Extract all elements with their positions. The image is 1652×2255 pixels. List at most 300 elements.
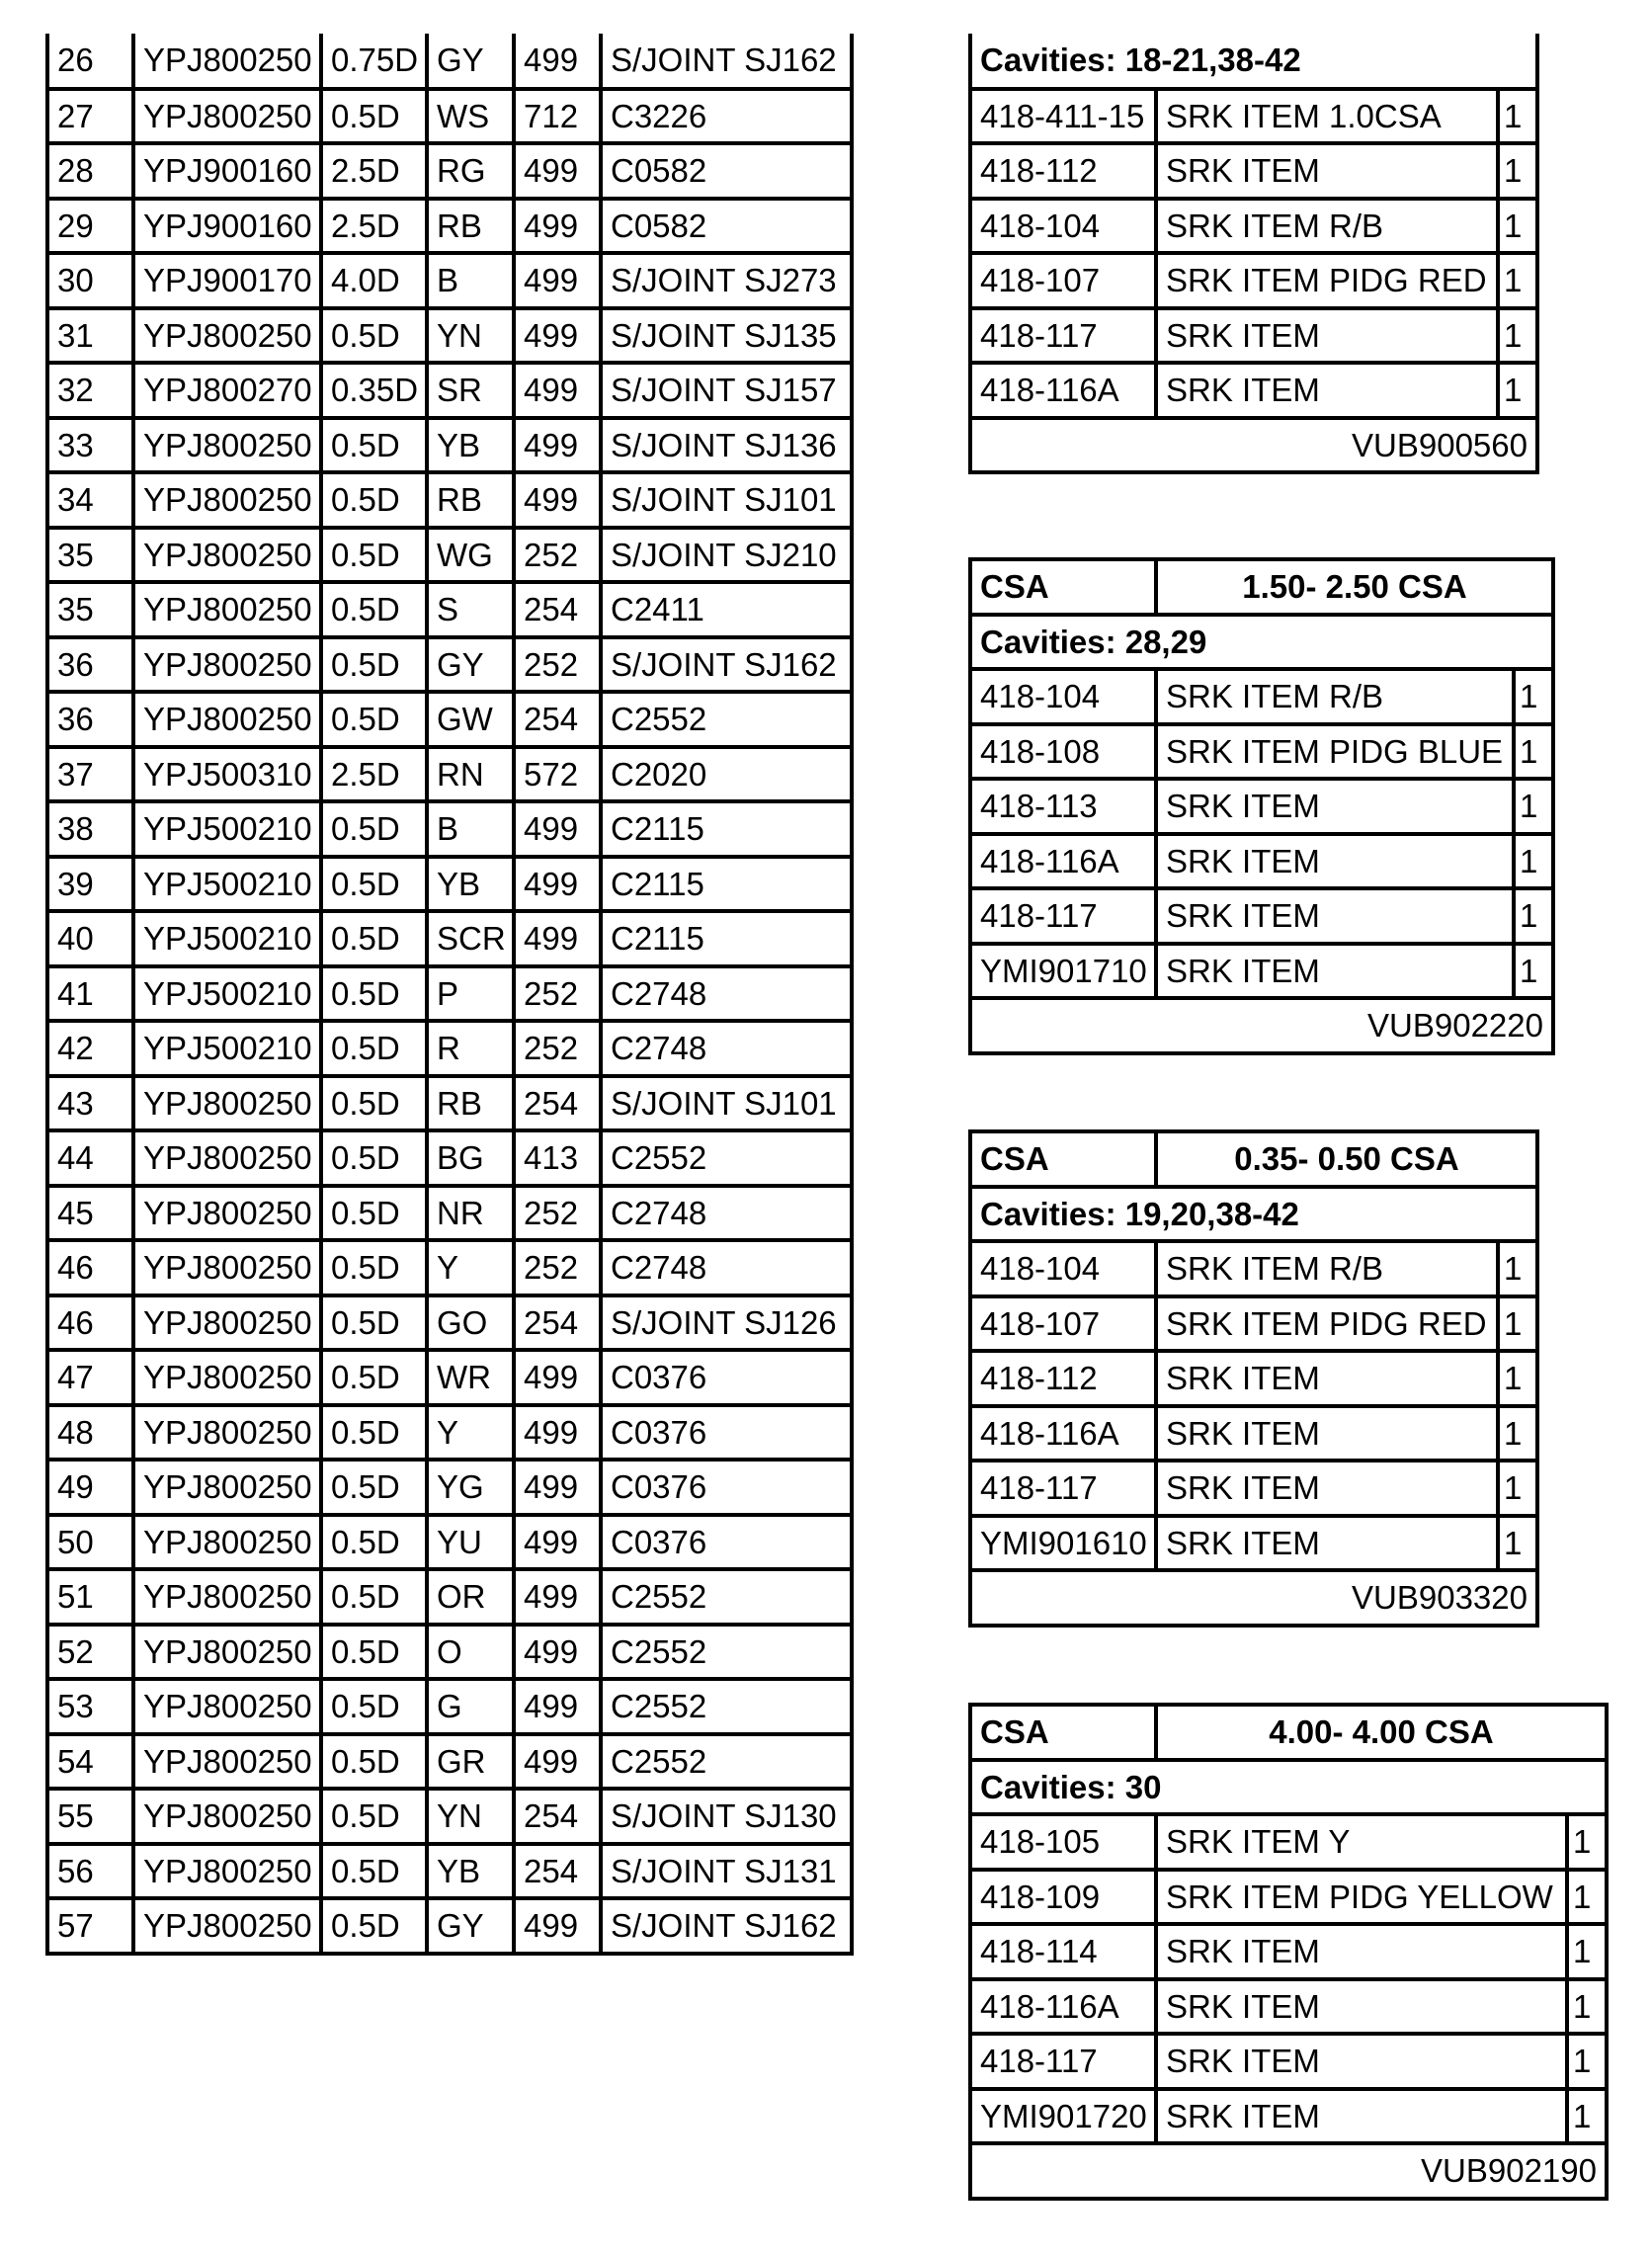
item-quantity: 1 bbox=[1567, 1924, 1607, 1979]
wire-part-number-cell: YPJ500210 bbox=[133, 966, 321, 1022]
circuit-no-cell: 50 bbox=[47, 1515, 133, 1570]
table-row bbox=[47, 89, 852, 144]
wire-size-cell: 0.5D bbox=[321, 1515, 427, 1570]
wire-part-number-cell: YPJ800250 bbox=[133, 1130, 321, 1186]
item-quantity: 1 bbox=[1567, 2089, 1607, 2144]
item-part-number: 418-117 bbox=[970, 1461, 1156, 1516]
wire-part-number-cell: YPJ800250 bbox=[133, 1460, 321, 1515]
termination-cell: C0376 bbox=[601, 1350, 852, 1405]
kit-item-row bbox=[970, 1241, 1537, 1296]
item-description: SRK ITEM PIDG YELLOW bbox=[1156, 1870, 1567, 1925]
wire-part-number-cell: YPJ800270 bbox=[133, 363, 321, 418]
wire-length-cell: 499 bbox=[514, 199, 601, 254]
circuit-no-cell: 51 bbox=[47, 1569, 133, 1625]
wire-part-number-cell: YPJ800250 bbox=[133, 1844, 321, 1899]
termination-cell: C0376 bbox=[601, 1515, 852, 1570]
termination-cell: C2748 bbox=[601, 1240, 852, 1295]
wire-part-number-cell: YPJ800250 bbox=[133, 89, 321, 144]
wire-length-cell: 499 bbox=[514, 34, 601, 89]
wire-colour-cell: P bbox=[427, 966, 514, 1022]
wire-colour-cell: Y bbox=[427, 1240, 514, 1295]
circuit-no-cell: 47 bbox=[47, 1350, 133, 1405]
circuit-no-cell: 26 bbox=[47, 34, 133, 89]
table-row bbox=[47, 582, 852, 637]
item-quantity: 1 bbox=[1514, 779, 1553, 834]
wire-length-cell: 499 bbox=[514, 1734, 601, 1790]
item-description: SRK ITEM bbox=[1156, 2089, 1567, 2144]
table-row bbox=[47, 528, 852, 583]
item-part-number: 418-117 bbox=[970, 888, 1156, 944]
kit-item-row bbox=[970, 1461, 1537, 1516]
wire-length-cell: 499 bbox=[514, 1350, 601, 1405]
wire-part-number-cell: YPJ800250 bbox=[133, 418, 321, 473]
item-description: SRK ITEM PIDG BLUE bbox=[1156, 724, 1514, 780]
wire-colour-cell: WR bbox=[427, 1350, 514, 1405]
item-description: SRK ITEM bbox=[1156, 888, 1514, 944]
wire-length-cell: 572 bbox=[514, 747, 601, 802]
circuit-no-cell: 46 bbox=[47, 1240, 133, 1295]
kit-code-row bbox=[970, 418, 1537, 473]
table-row bbox=[47, 34, 852, 89]
termination-cell: C0582 bbox=[601, 143, 852, 199]
wire-size-cell: 0.5D bbox=[321, 1350, 427, 1405]
kit-header-row bbox=[970, 1131, 1537, 1187]
wire-size-cell: 2.5D bbox=[321, 199, 427, 254]
wire-size-cell: 0.5D bbox=[321, 857, 427, 912]
item-part-number: 418-116A bbox=[970, 834, 1156, 889]
termination-cell: C2748 bbox=[601, 1021, 852, 1076]
wire-part-number-cell: YPJ500210 bbox=[133, 801, 321, 857]
item-part-number: 418-112 bbox=[970, 143, 1156, 199]
kit-item-row bbox=[970, 724, 1553, 780]
wire-part-number-cell: YPJ800250 bbox=[133, 637, 321, 693]
circuit-no-cell: 45 bbox=[47, 1186, 133, 1241]
kit-code: VUB900560 bbox=[970, 418, 1537, 473]
kit-code-row bbox=[970, 2143, 1607, 2199]
item-description: SRK ITEM Y bbox=[1156, 1814, 1567, 1870]
wire-part-number-cell: YPJ800250 bbox=[133, 1679, 321, 1734]
termination-cell: C2552 bbox=[601, 1569, 852, 1625]
wire-length-cell: 252 bbox=[514, 1186, 601, 1241]
item-description: SRK ITEM bbox=[1156, 1351, 1498, 1406]
wire-length-cell: 499 bbox=[514, 418, 601, 473]
wire-size-cell: 0.5D bbox=[321, 418, 427, 473]
table-row bbox=[47, 1515, 852, 1570]
kit-table-1 bbox=[968, 34, 1539, 474]
table-row bbox=[47, 637, 852, 693]
circuit-no-cell: 36 bbox=[47, 692, 133, 747]
item-description: SRK ITEM R/B bbox=[1156, 199, 1498, 254]
circuit-no-cell: 28 bbox=[47, 143, 133, 199]
wire-length-cell: 499 bbox=[514, 363, 601, 418]
item-quantity: 1 bbox=[1498, 199, 1537, 254]
item-quantity: 1 bbox=[1498, 1406, 1537, 1462]
wire-part-number-cell: YPJ800250 bbox=[133, 1569, 321, 1625]
wire-part-number-cell: YPJ800250 bbox=[133, 1186, 321, 1241]
termination-cell: S/JOINT SJ273 bbox=[601, 253, 852, 308]
item-description: SRK ITEM PIDG RED bbox=[1156, 1296, 1498, 1352]
wire-length-cell: 499 bbox=[514, 143, 601, 199]
item-part-number: 418-116A bbox=[970, 363, 1156, 418]
wire-colour-cell: YB bbox=[427, 418, 514, 473]
wire-colour-cell: YB bbox=[427, 857, 514, 912]
wire-size-cell: 0.5D bbox=[321, 308, 427, 364]
item-description: SRK ITEM bbox=[1156, 363, 1498, 418]
table-row bbox=[47, 308, 852, 364]
item-quantity: 1 bbox=[1498, 253, 1537, 308]
item-part-number: 418-108 bbox=[970, 724, 1156, 780]
termination-cell: S/JOINT SJ131 bbox=[601, 1844, 852, 1899]
wire-part-number-cell: YPJ800250 bbox=[133, 1515, 321, 1570]
circuit-no-cell: 55 bbox=[47, 1789, 133, 1844]
kit-item-row bbox=[970, 944, 1553, 999]
circuit-no-cell: 35 bbox=[47, 582, 133, 637]
kit-item-row bbox=[970, 1296, 1537, 1352]
wire-colour-cell: YU bbox=[427, 1515, 514, 1570]
item-description: SRK ITEM bbox=[1156, 1924, 1567, 1979]
wire-part-number-cell: YPJ900160 bbox=[133, 143, 321, 199]
wire-part-number-cell: YPJ500310 bbox=[133, 747, 321, 802]
wire-length-cell: 499 bbox=[514, 857, 601, 912]
termination-cell: S/JOINT SJ101 bbox=[601, 1076, 852, 1131]
termination-cell: C2115 bbox=[601, 801, 852, 857]
circuit-no-cell: 54 bbox=[47, 1734, 133, 1790]
wire-size-cell: 0.5D bbox=[321, 966, 427, 1022]
wire-part-number-cell: YPJ800250 bbox=[133, 472, 321, 528]
wire-part-number-cell: YPJ500210 bbox=[133, 857, 321, 912]
kit-cavities-row bbox=[970, 615, 1553, 670]
table-row bbox=[47, 1460, 852, 1515]
wire-size-cell: 0.5D bbox=[321, 1679, 427, 1734]
wire-length-cell: 499 bbox=[514, 1679, 601, 1734]
kit-header-row bbox=[970, 559, 1553, 615]
wire-part-number-cell: YPJ900160 bbox=[133, 199, 321, 254]
wire-size-cell: 0.5D bbox=[321, 1734, 427, 1790]
item-description: SRK ITEM bbox=[1156, 944, 1514, 999]
item-part-number: YMI901710 bbox=[970, 944, 1156, 999]
item-part-number: 418-411-15 bbox=[970, 89, 1156, 144]
circuit-no-cell: 53 bbox=[47, 1679, 133, 1734]
circuit-no-cell: 41 bbox=[47, 966, 133, 1022]
wire-colour-cell: RN bbox=[427, 747, 514, 802]
wire-size-cell: 0.35D bbox=[321, 363, 427, 418]
wire-length-cell: 252 bbox=[514, 1240, 601, 1295]
wire-part-number-cell: YPJ800250 bbox=[133, 1734, 321, 1790]
table-row bbox=[47, 1898, 852, 1954]
circuit-no-cell: 38 bbox=[47, 801, 133, 857]
table-row bbox=[47, 1130, 852, 1186]
wire-list-body bbox=[47, 34, 852, 1954]
termination-cell: C0582 bbox=[601, 199, 852, 254]
wire-size-cell: 2.5D bbox=[321, 143, 427, 199]
kit-item-row bbox=[970, 199, 1537, 254]
item-part-number: 418-116A bbox=[970, 1406, 1156, 1462]
wire-size-cell: 0.5D bbox=[321, 801, 427, 857]
kit-table-4 bbox=[968, 1703, 1609, 2201]
kit-item-row bbox=[970, 1406, 1537, 1462]
termination-cell: C2020 bbox=[601, 747, 852, 802]
item-description: SRK ITEM bbox=[1156, 779, 1514, 834]
item-description: SRK ITEM bbox=[1156, 308, 1498, 364]
circuit-no-cell: 27 bbox=[47, 89, 133, 144]
wire-size-cell: 0.5D bbox=[321, 692, 427, 747]
table-row bbox=[47, 199, 852, 254]
table-row bbox=[47, 692, 852, 747]
wire-length-cell: 254 bbox=[514, 1844, 601, 1899]
termination-cell: S/JOINT SJ162 bbox=[601, 637, 852, 693]
wire-length-cell: 254 bbox=[514, 1076, 601, 1131]
table-row bbox=[47, 966, 852, 1022]
wire-length-cell: 499 bbox=[514, 1460, 601, 1515]
table-row bbox=[47, 1405, 852, 1461]
item-quantity: 1 bbox=[1498, 1461, 1537, 1516]
table-row bbox=[47, 1021, 852, 1076]
wire-length-cell: 254 bbox=[514, 1295, 601, 1351]
circuit-no-cell: 32 bbox=[47, 363, 133, 418]
kit-item-row bbox=[970, 2034, 1607, 2089]
wire-length-cell: 499 bbox=[514, 253, 601, 308]
wire-size-cell: 0.5D bbox=[321, 472, 427, 528]
circuit-no-cell: 43 bbox=[47, 1076, 133, 1131]
circuit-no-cell: 56 bbox=[47, 1844, 133, 1899]
wire-part-number-cell: YPJ800250 bbox=[133, 528, 321, 583]
cavities-label: Cavities: 18-21,38-42 bbox=[970, 34, 1537, 89]
item-description: SRK ITEM bbox=[1156, 2034, 1567, 2089]
termination-cell: S/JOINT SJ157 bbox=[601, 363, 852, 418]
item-part-number: 418-112 bbox=[970, 1351, 1156, 1406]
table-row bbox=[47, 418, 852, 473]
wire-colour-cell: R bbox=[427, 1021, 514, 1076]
wire-colour-cell: BG bbox=[427, 1130, 514, 1186]
wire-size-cell: 0.5D bbox=[321, 89, 427, 144]
wire-colour-cell: GO bbox=[427, 1295, 514, 1351]
wire-part-number-cell: YPJ800250 bbox=[133, 692, 321, 747]
circuit-no-cell: 46 bbox=[47, 1295, 133, 1351]
wire-part-number-cell: YPJ800250 bbox=[133, 1350, 321, 1405]
item-quantity: 1 bbox=[1498, 1351, 1537, 1406]
wire-colour-cell: GY bbox=[427, 34, 514, 89]
circuit-no-cell: 49 bbox=[47, 1460, 133, 1515]
wire-part-number-cell: YPJ800250 bbox=[133, 1295, 321, 1351]
wire-colour-cell: WG bbox=[427, 528, 514, 583]
kit-code: VUB902220 bbox=[970, 998, 1553, 1053]
circuit-no-cell: 57 bbox=[47, 1898, 133, 1954]
item-quantity: 1 bbox=[1514, 888, 1553, 944]
wire-colour-cell: SCR bbox=[427, 911, 514, 966]
csa-label: CSA bbox=[970, 559, 1156, 615]
wire-size-cell: 0.5D bbox=[321, 637, 427, 693]
item-description: SRK ITEM PIDG RED bbox=[1156, 253, 1498, 308]
item-quantity: 1 bbox=[1567, 1979, 1607, 2035]
termination-cell: C2115 bbox=[601, 857, 852, 912]
wire-size-cell: 0.5D bbox=[321, 528, 427, 583]
wire-colour-cell: GY bbox=[427, 637, 514, 693]
item-description: SRK ITEM R/B bbox=[1156, 669, 1514, 724]
wire-length-cell: 499 bbox=[514, 472, 601, 528]
kit-item-row bbox=[970, 253, 1537, 308]
item-quantity: 1 bbox=[1514, 944, 1553, 999]
kit-cavities-row bbox=[970, 1760, 1607, 1815]
wire-size-cell: 0.75D bbox=[321, 34, 427, 89]
item-quantity: 1 bbox=[1514, 669, 1553, 724]
wire-length-cell: 499 bbox=[514, 1569, 601, 1625]
table-row bbox=[47, 253, 852, 308]
circuit-no-cell: 52 bbox=[47, 1625, 133, 1680]
termination-cell: S/JOINT SJ210 bbox=[601, 528, 852, 583]
kit-item-row bbox=[970, 1870, 1607, 1925]
table-row bbox=[47, 1734, 852, 1790]
termination-cell: C2748 bbox=[601, 966, 852, 1022]
circuit-no-cell: 39 bbox=[47, 857, 133, 912]
item-quantity: 1 bbox=[1498, 1241, 1537, 1296]
table-row bbox=[47, 1240, 852, 1295]
table-row bbox=[47, 1295, 852, 1351]
wire-length-cell: 254 bbox=[514, 692, 601, 747]
kit-item-row bbox=[970, 89, 1537, 144]
circuit-no-cell: 36 bbox=[47, 637, 133, 693]
kit-table-2 bbox=[968, 557, 1555, 1055]
termination-cell: C2552 bbox=[601, 692, 852, 747]
termination-cell: C2552 bbox=[601, 1679, 852, 1734]
kit-item-row bbox=[970, 143, 1537, 199]
wire-colour-cell: Y bbox=[427, 1405, 514, 1461]
wire-colour-cell: B bbox=[427, 801, 514, 857]
wire-part-number-cell: YPJ800250 bbox=[133, 1625, 321, 1680]
item-part-number: 418-104 bbox=[970, 1241, 1156, 1296]
wire-colour-cell: RB bbox=[427, 199, 514, 254]
wire-list-table bbox=[45, 34, 854, 1956]
termination-cell: S/JOINT SJ136 bbox=[601, 418, 852, 473]
table-row bbox=[47, 911, 852, 966]
wire-size-cell: 0.5D bbox=[321, 1295, 427, 1351]
wire-part-number-cell: YPJ800250 bbox=[133, 1405, 321, 1461]
item-quantity: 1 bbox=[1498, 363, 1537, 418]
termination-cell: S/JOINT SJ101 bbox=[601, 472, 852, 528]
circuit-no-cell: 42 bbox=[47, 1021, 133, 1076]
table-row bbox=[47, 1569, 852, 1625]
wire-colour-cell: O bbox=[427, 1625, 514, 1680]
kit-item-row bbox=[970, 1924, 1607, 1979]
kit-item-row bbox=[970, 834, 1553, 889]
csa-label: CSA bbox=[970, 1131, 1156, 1187]
item-part-number: 418-107 bbox=[970, 253, 1156, 308]
wire-colour-cell: GR bbox=[427, 1734, 514, 1790]
table-row bbox=[47, 801, 852, 857]
kit-item-row bbox=[970, 1516, 1537, 1571]
cavities-label: Cavities: 19,20,38-42 bbox=[970, 1187, 1537, 1242]
termination-cell: S/JOINT SJ135 bbox=[601, 308, 852, 364]
wire-length-cell: 254 bbox=[514, 1789, 601, 1844]
wire-length-cell: 499 bbox=[514, 1515, 601, 1570]
wire-size-cell: 2.5D bbox=[321, 747, 427, 802]
wire-part-number-cell: YPJ500210 bbox=[133, 1021, 321, 1076]
csa-range: 0.35- 0.50 CSA bbox=[1156, 1131, 1537, 1187]
csa-range: 4.00- 4.00 CSA bbox=[1156, 1705, 1607, 1760]
table-row bbox=[47, 1625, 852, 1680]
termination-cell: C0376 bbox=[601, 1405, 852, 1461]
item-part-number: 418-116A bbox=[970, 1979, 1156, 2035]
wire-colour-cell: B bbox=[427, 253, 514, 308]
kit-code-row bbox=[970, 1570, 1537, 1626]
circuit-no-cell: 37 bbox=[47, 747, 133, 802]
wire-colour-cell: YG bbox=[427, 1460, 514, 1515]
table-row bbox=[47, 363, 852, 418]
termination-cell: C2748 bbox=[601, 1186, 852, 1241]
wire-size-cell: 0.5D bbox=[321, 1625, 427, 1680]
wire-size-cell: 0.5D bbox=[321, 582, 427, 637]
circuit-no-cell: 33 bbox=[47, 418, 133, 473]
item-part-number: 418-104 bbox=[970, 669, 1156, 724]
table-row bbox=[47, 472, 852, 528]
termination-cell: S/JOINT SJ126 bbox=[601, 1295, 852, 1351]
item-description: SRK ITEM R/B bbox=[1156, 1241, 1498, 1296]
wire-part-number-cell: YPJ500210 bbox=[133, 911, 321, 966]
termination-cell: C3226 bbox=[601, 89, 852, 144]
item-part-number: 418-105 bbox=[970, 1814, 1156, 1870]
wire-colour-cell: GY bbox=[427, 1898, 514, 1954]
wire-length-cell: 254 bbox=[514, 582, 601, 637]
kit-code-row bbox=[970, 998, 1553, 1053]
wire-length-cell: 252 bbox=[514, 528, 601, 583]
circuit-no-cell: 35 bbox=[47, 528, 133, 583]
wire-size-cell: 0.5D bbox=[321, 1076, 427, 1131]
kit-table-3 bbox=[968, 1129, 1539, 1628]
table-row bbox=[47, 1186, 852, 1241]
termination-cell: S/JOINT SJ162 bbox=[601, 34, 852, 89]
kit-cavities-row bbox=[970, 1187, 1537, 1242]
item-description: SRK ITEM bbox=[1156, 143, 1498, 199]
wire-colour-cell: RB bbox=[427, 1076, 514, 1131]
kit-item-row bbox=[970, 308, 1537, 364]
wire-part-number-cell: YPJ800250 bbox=[133, 34, 321, 89]
wire-length-cell: 413 bbox=[514, 1130, 601, 1186]
kit-item-row bbox=[970, 1351, 1537, 1406]
wire-colour-cell: YN bbox=[427, 308, 514, 364]
wire-colour-cell: SR bbox=[427, 363, 514, 418]
wire-part-number-cell: YPJ800250 bbox=[133, 1076, 321, 1131]
wire-colour-cell: WS bbox=[427, 89, 514, 144]
termination-cell: C2552 bbox=[601, 1625, 852, 1680]
circuit-no-cell: 34 bbox=[47, 472, 133, 528]
wire-part-number-cell: YPJ800250 bbox=[133, 1240, 321, 1295]
item-part-number: 418-107 bbox=[970, 1296, 1156, 1352]
cavities-label: Cavities: 28,29 bbox=[970, 615, 1553, 670]
wire-colour-cell: NR bbox=[427, 1186, 514, 1241]
circuit-no-cell: 29 bbox=[47, 199, 133, 254]
circuit-no-cell: 48 bbox=[47, 1405, 133, 1461]
kit-item-row bbox=[970, 2089, 1607, 2144]
item-quantity: 1 bbox=[1567, 1870, 1607, 1925]
wire-colour-cell: RG bbox=[427, 143, 514, 199]
item-quantity: 1 bbox=[1498, 143, 1537, 199]
kit-item-row bbox=[970, 1979, 1607, 2035]
termination-cell: C0376 bbox=[601, 1460, 852, 1515]
wire-length-cell: 712 bbox=[514, 89, 601, 144]
item-description: SRK ITEM bbox=[1156, 1406, 1498, 1462]
table-row bbox=[47, 1844, 852, 1899]
wire-size-cell: 0.5D bbox=[321, 1240, 427, 1295]
wire-colour-cell: YB bbox=[427, 1844, 514, 1899]
wire-colour-cell: GW bbox=[427, 692, 514, 747]
circuit-no-cell: 31 bbox=[47, 308, 133, 364]
kit-item-row bbox=[970, 1814, 1607, 1870]
kit-item-row bbox=[970, 779, 1553, 834]
wire-size-cell: 0.5D bbox=[321, 911, 427, 966]
item-description: SRK ITEM bbox=[1156, 1461, 1498, 1516]
item-part-number: 418-117 bbox=[970, 308, 1156, 364]
wire-part-number-cell: YPJ800250 bbox=[133, 582, 321, 637]
table-row bbox=[47, 143, 852, 199]
